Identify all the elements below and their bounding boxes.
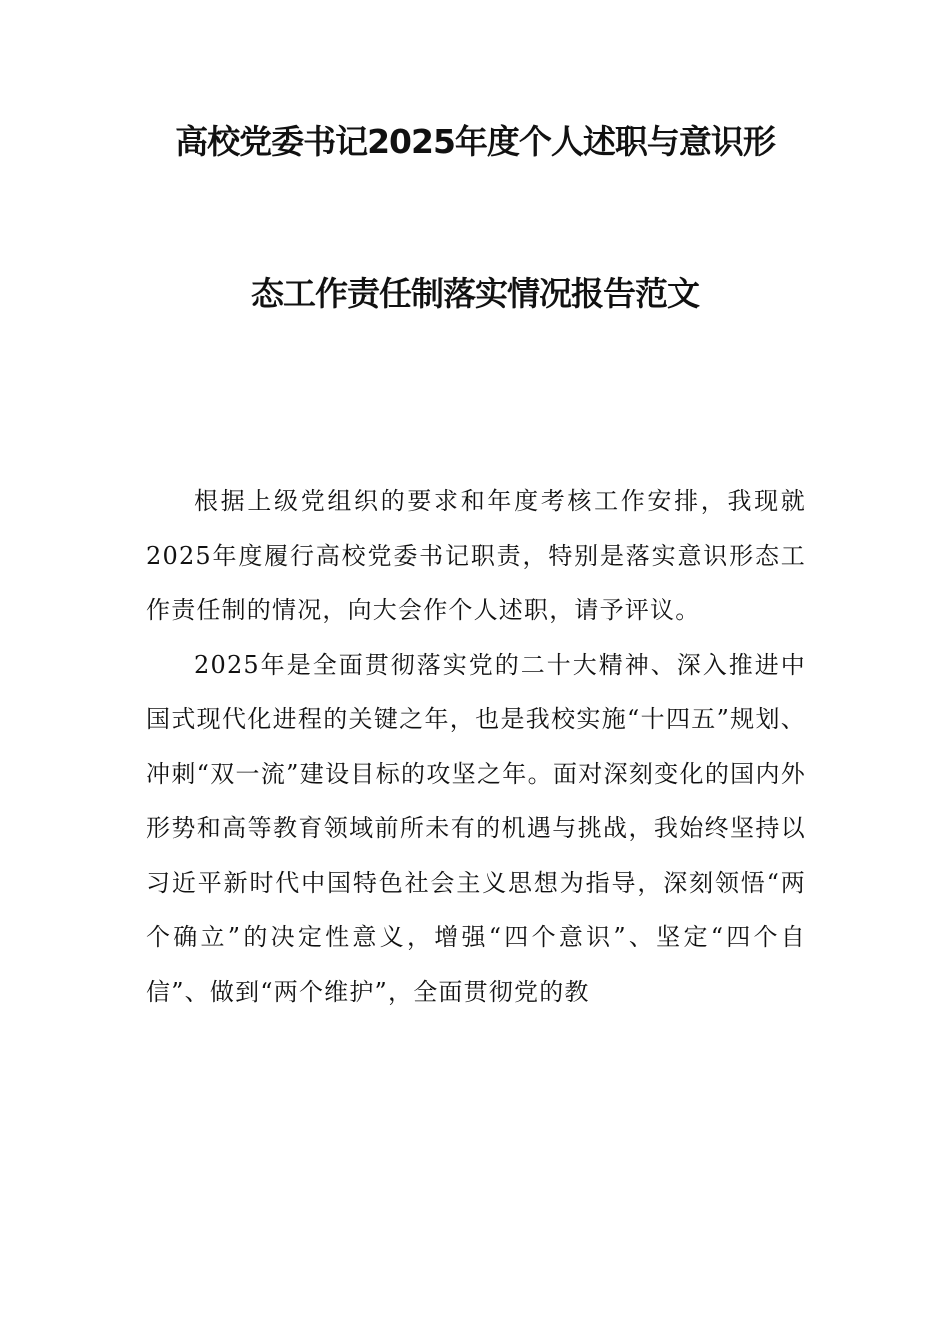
paragraph-2: 2025年是全面贯彻落实党的二十大精神、深入推进中国式现代化进程的关键之年，也是我校实施“十四五”规划、冲刺“双一流”建设目标的攻坚之年。面对深刻变化的国内外形势和高等教育领域前所未有的机遇与挑战，我始终坚持以习近平新时代中国特色社会主义思想为指导，深刻领悟“两个确立”的决定性意义，增强“四个意识”、坚定“四个自信”、做到“两个维护”，全面贯彻党的教 xyxy=(146,650,806,1006)
document-title-line-2: 态工作责任制落实情况报告范文 xyxy=(251,274,699,313)
document-title-line-1: 高校党委书记2025年度个人述职与意识形 xyxy=(175,122,775,161)
document-body xyxy=(146,474,806,1019)
paragraph-1: 根据上级党组织的要求和年度考核工作安排，我现就2025年度履行高校党委书记职责，特别是落实意识形态工作责任制的情况，向大会作个人述职，请予评议。 xyxy=(146,487,806,624)
